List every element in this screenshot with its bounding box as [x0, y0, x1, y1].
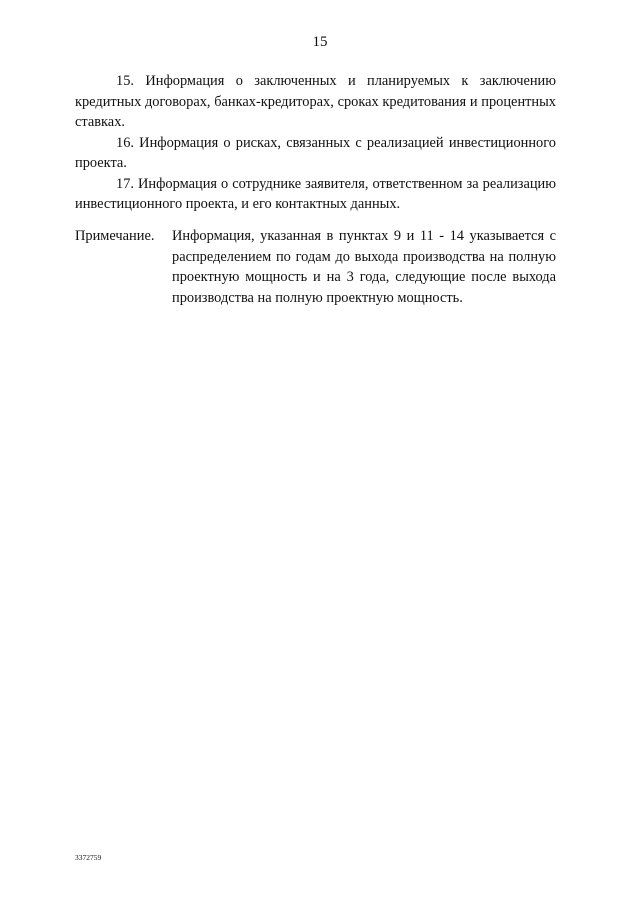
paragraph-item-15: 15. Информация о заключенных и планируемых к заключению кредитных договорах, банках-кредиторах, сроках кредитования и процентных ставках.: [75, 73, 556, 130]
page-number: 15: [312, 34, 328, 50]
note-label: Примечание.: [75, 228, 155, 244]
document-body: [75, 71, 556, 215]
paragraph-item-17: 17. Информация о сотруднике заявителя, ответственном за реализацию инвестиционного проекта, и его контактных данных.: [75, 175, 556, 212]
document-code: 3372759: [75, 853, 102, 862]
note-block: [75, 226, 556, 308]
paragraph-item-16: 16. Информация о рисках, связанных с реализацией инвестиционного проекта.: [75, 134, 556, 171]
note-text: Информация, указанная в пунктах 9 и 11 - 14 указывается с распределением по годам до выхода производства на полную проектную мощность и на 3 года, следующие после выхода производства на полную проектную мощность.: [172, 228, 556, 306]
